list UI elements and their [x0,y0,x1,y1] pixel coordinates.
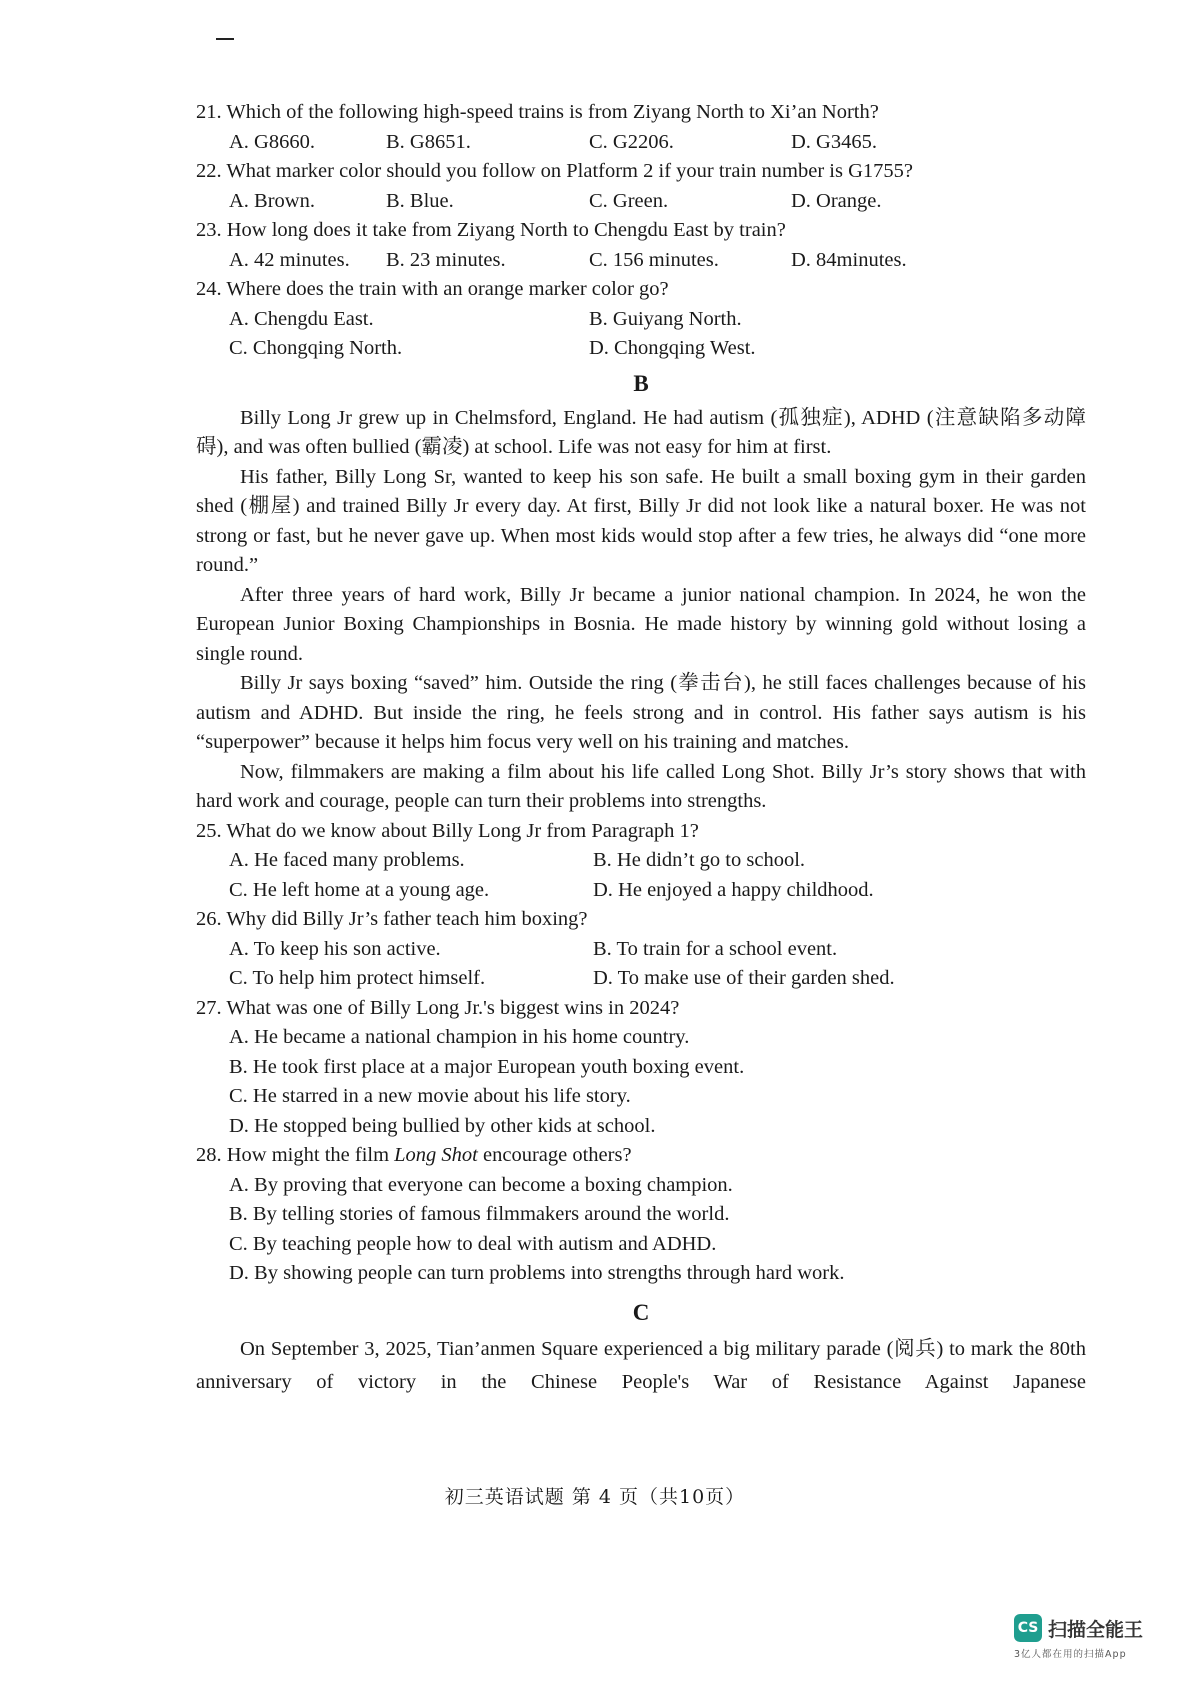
question-27: 27. What was one of Billy Long Jr.'s biggest wins in 2024? [196,996,680,1019]
passage-b-paragraph-4: Billy Jr says boxing “saved” him. Outside the ring (拳击台), he still faces challenges because of his autism and ADHD. But inside the ring, he feels strong and in control. His father says autism is his “superpower” because it helps him focus very well on his training and matches. [196,672,1086,753]
question-28-suffix: encourage others? [477,1144,632,1166]
question-23: 23. How long does it take from Ziyang North to Chengdu East by train? [196,219,786,241]
watermark-tagline: 3亿人都在用的扫描App [1014,1649,1127,1660]
option-d: D. 84minutes. [791,248,907,271]
question-21: 21. Which of the following high-speed trains is from Ziyang North to Xi’an North? [196,101,879,123]
question-28-prefix: 28. How might the film [196,1144,395,1166]
question-26-options-row2 [196,964,1086,994]
option-a: A. To keep his son active. [229,937,441,960]
option-d: D. He stopped being bullied by other kids at school. [229,1114,656,1137]
option-a: A. By proving that everyone can become a boxing champion. [229,1173,733,1196]
question-24-options-row2 [196,334,1086,364]
question-28 [196,1141,1086,1171]
section-c-title: C [632,1299,650,1325]
option-b: B. Blue. [386,189,454,212]
passage-b-paragraph-5: Now, filmmakers are making a film about his life called Long Shot. Billy Jr’s story shows that with hard work and courage, people can turn their problems into strengths. [196,760,1086,812]
film-title: Long Shot [394,1144,478,1166]
option-c: C. 156 minutes. [589,248,719,271]
option-d: D. He enjoyed a happy childhood. [593,878,874,901]
question-25: 25. What do we know about Billy Long Jr from Paragraph 1? [196,819,699,842]
question-23-options [196,246,1086,276]
question-25-options-row2 [196,876,1086,906]
option-d: D. Chongqing West. [589,337,756,359]
passage-b-paragraph-3: After three years of hard work, Billy Jr became a junior national champion. In 2024, he won the European Junior Boxing Championships in Bosnia. He made history by winning gold without losing a single round. [196,583,1086,665]
option-d: D. By showing people can turn problems into strengths through hard work. [229,1262,845,1284]
option-a: A. He faced many problems. [229,849,465,871]
question-24: 24. Where does the train with an orange marker color go? [196,278,669,300]
option-c: C. To help him protect himself. [229,967,486,989]
option-a: A. G8660. [229,130,315,153]
option-c: C. Green. [589,189,669,212]
question-26-options-row1 [196,935,1086,965]
exam-page-content [196,98,1086,1399]
option-b: B. Guiyang North. [589,307,742,330]
option-d: D. To make use of their garden shed. [593,967,895,989]
page-footer: 初三英语试题 第 4 页（共10页） [444,1486,746,1508]
section-b-title: B [633,370,649,396]
question-25-options-row1 [196,846,1086,876]
scanner-watermark [1014,1614,1164,1660]
option-c: C. He left home at a young age. [229,878,490,901]
option-c: C. By teaching people how to deal with autism and ADHD. [229,1232,717,1255]
question-22: 22. What marker color should you follow on Platform 2 if your train number is G1755? [196,160,913,182]
option-a: A. He became a national champion in his home country. [229,1026,690,1048]
passage-c-paragraph-1: On September 3, 2025, Tian’anmen Square experienced a big military parade (阅兵) to mark the 80th anniversary of victory in the Chinese People's War of Resistance Against Japanese [196,1337,1086,1393]
option-b: B. To train for a school event. [593,937,838,960]
option-b: B. By telling stories of famous filmmakers around the world. [229,1203,730,1225]
question-24-options-row1 [196,305,1086,335]
option-c: C. He starred in a new movie about his life story. [229,1085,631,1107]
passage-b-paragraph-2: His father, Billy Long Sr, wanted to keep his son safe. He built a small boxing gym in their garden shed (棚屋) and trained Billy Jr every day. At first, Billy Jr did not look like a natural boxer. He was not strong or fast, but he never gave up. When most kids would stop after a few tries, he always did “one more round.” [196,465,1086,576]
question-26: 26. Why did Billy Jr’s father teach him boxing? [196,908,588,930]
option-c: C. G2206. [589,130,674,153]
top-mark [216,38,234,40]
option-a: A. Chengdu East. [229,307,374,330]
option-c: C. Chongqing North. [229,337,403,359]
option-b: B. He didn’t go to school. [593,849,806,871]
option-b: B. 23 minutes. [386,248,506,271]
option-b: B. He took first place at a major European youth boxing event. [229,1055,745,1078]
option-d: D. G3465. [791,130,877,153]
option-b: B. G8651. [386,130,471,153]
watermark-app-name: 扫描全能王 [1048,1618,1144,1641]
option-a: A. Brown. [229,189,315,212]
option-a: A. 42 minutes. [229,248,350,271]
question-21-options [196,128,1086,158]
passage-b-paragraph-1: Billy Long Jr grew up in Chelmsford, England. He had autism (孤独症), ADHD (注意缺陷多动障碍), and was often bullied (霸凌) at school. Life was not easy for him at first. [196,406,1086,458]
question-22-options [196,187,1086,217]
camscanner-logo-icon: CS [1014,1614,1042,1642]
option-d: D. Orange. [791,189,882,212]
